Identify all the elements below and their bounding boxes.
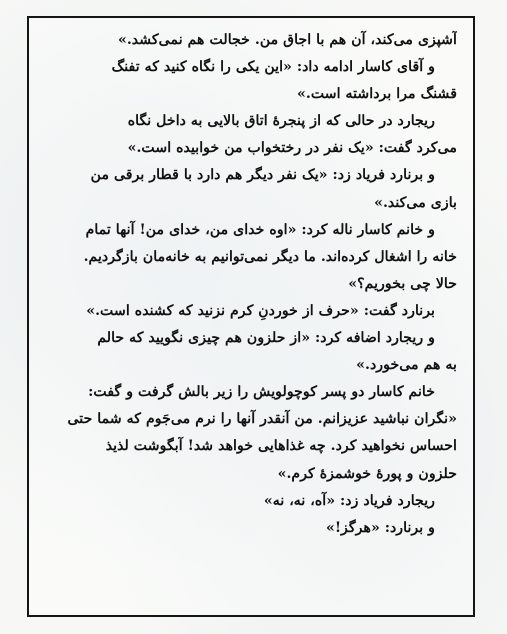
text-line: قشنگ مرا برداشته است.»	[297, 86, 457, 103]
text-line: ریجارد در حالی که از پنجرهٔ اتاق بالایی به داخل نگاه	[127, 113, 435, 130]
text-line: برنارد گفت: «حرف از خوردنِ کرم نزنید که کشنده است.»	[86, 302, 435, 319]
text-line: و برنارد فریاد زد: «یک نفر دیگر هم دارد با قطار برقی من	[90, 167, 435, 184]
text-line: و خانم کاسار ناله کرد: «اوه خدای من، خدای من! آنها تمام	[85, 221, 435, 238]
text-frame	[27, 16, 475, 617]
text-line: و ریجارد اضافه کرد: «از حلزون هم چیزی نگویید که حالم	[97, 330, 435, 347]
text-line: آشپزی می‌کند، آن هم با اجاق من. خجالت هم نمی‌کشد.»	[118, 32, 457, 48]
text-line: به هم می‌خورد.»	[356, 357, 457, 374]
text-line: و آقای کاسار ادامه داد: «این یکی را نگاه کنید که تفنگ	[111, 59, 435, 76]
text-line: «نگران نباشید عزیزانم. من آنقدر آنها را نرم می‌جَوم که شما حتی	[67, 411, 457, 428]
story-text	[42, 27, 457, 542]
text-line: حلزون و پورهٔ خوشمزهٔ کرم.»	[277, 465, 457, 482]
text-line: ریجارد فریاد زد: «آه، نه، نه»	[263, 492, 435, 509]
text-line: و برنارد: «هرگز!»	[325, 519, 435, 536]
text-line: بازی می‌کند.»	[374, 194, 457, 211]
text-line: خانم کاسار دو پسر کوچولویش را زیر بالش گرفت و گفت:	[88, 384, 435, 401]
text-line: می‌کرد گفت: «یک نفر در رختخواب من خوابیده است.»	[127, 140, 457, 157]
text-line: خانه را اشغال کرده‌اند. ما دیگر نمی‌توانیم به خانه‌مان بازگردیم.	[83, 248, 457, 265]
text-line: احساس نخواهید کرد. چه غذاهایی خواهد شد! آبگوشت لذیذ	[105, 438, 457, 455]
text-line: حالا چی بخوریم؟»	[348, 275, 457, 292]
